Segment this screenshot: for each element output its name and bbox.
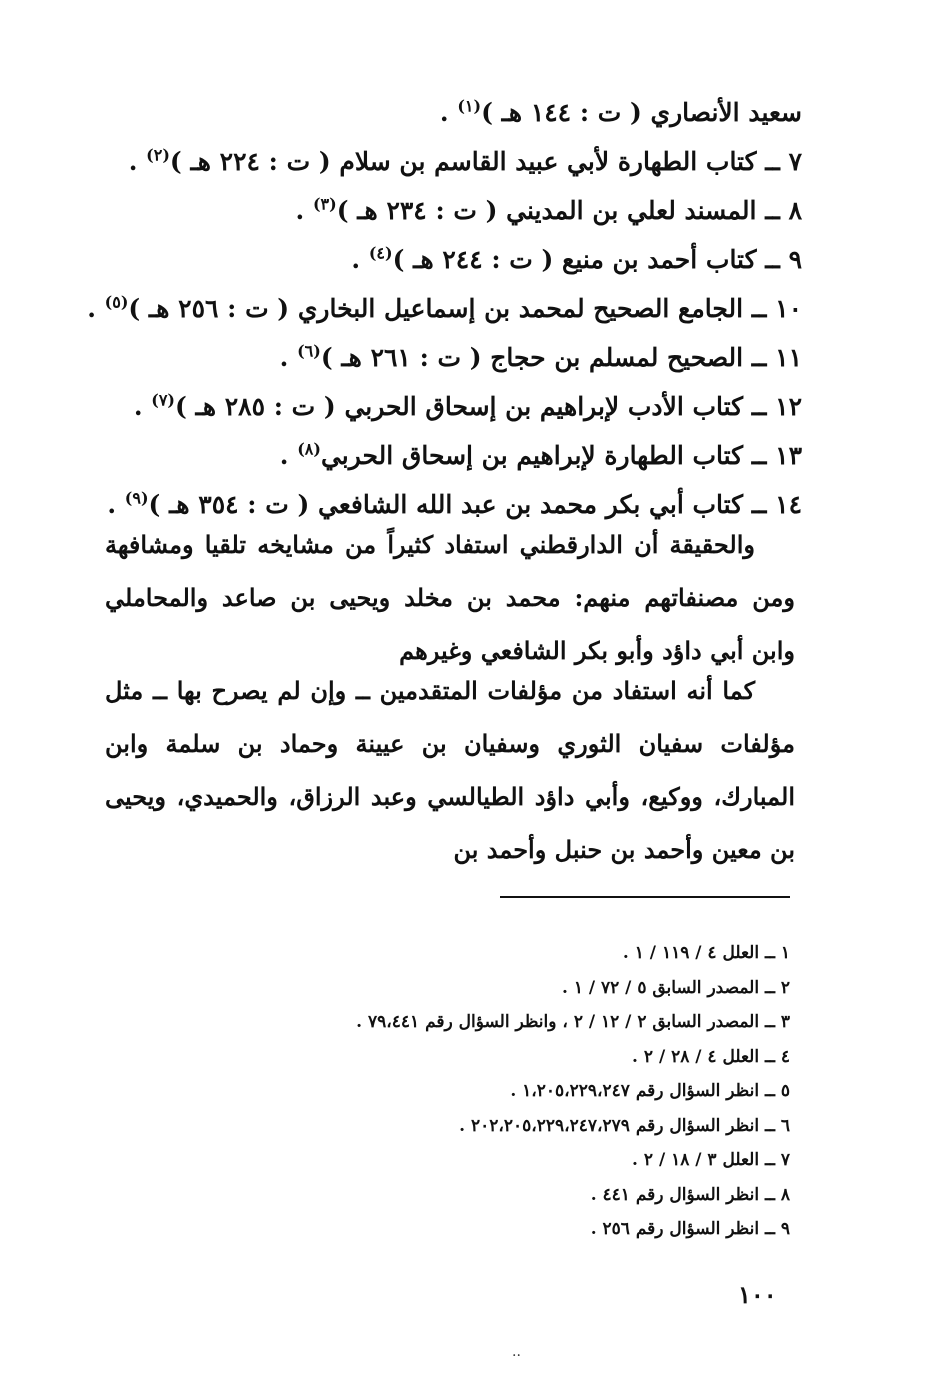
footnote: ٨ ــ انظر السؤال رقم ٤٤١ . (590, 1184, 790, 1205)
page-number: ١٠٠ (738, 1280, 777, 1309)
entry-text: ١٣ ــ كتاب الطهارة لإبراهيم بن إسحاق الحربي (320, 441, 802, 470)
entry-end: . (279, 441, 298, 470)
footnote: ٤ ــ العلل ٤ / ٢٨ / ٢ . (632, 1046, 790, 1067)
entry-text: ١٤ ــ كتاب أبي بكر محمد بن عبد الله الشافعي ( ت : ٣٥٤ هـ ) (148, 490, 802, 519)
entry-text: ١٢ ــ كتاب الأدب لإبراهيم بن إسحاق الحربي ( ت : ٢٨٥ هـ ) (174, 392, 802, 421)
body-paragraph (105, 518, 795, 677)
entry-end: . (107, 490, 125, 519)
entry-end: . (133, 392, 152, 421)
body-paragraph (105, 664, 795, 876)
paragraph-text: والحقيقة أن الدارقطني استفاد كثيراً من مشايخه تلقيا ومشافهة ومن مصنفاتهم منهم: محمد بن مخلد ويحيى بن صاعد والمحاملي وابن أبي داؤد وأبو بكر الشافعي وغيرهم (105, 530, 795, 665)
entry-end: . (351, 245, 369, 274)
footnote-ref: (٢) (146, 145, 170, 165)
footnote: ٦ ــ انظر السؤال رقم ٢٠٢،٢٠٥،٢٢٩،٢٤٧،٢٧٩ . (459, 1115, 790, 1136)
footnote: ٣ ــ المصدر السابق ٢ / ١٢ / ٢ ، وانظر السؤال رقم ٧٩،٤٤١ . (356, 1012, 790, 1032)
footnote-ref: (١) (457, 96, 482, 116)
source-entry (102, 382, 802, 431)
entry-text: ١٠ ــ الجامع الصحيح لمحمد بن إسماعيل البخاري ( ت : ٢٥٦ هـ ) (128, 294, 802, 323)
source-entry (102, 235, 802, 284)
source-entry (102, 186, 802, 235)
footnote: ٥ ــ انظر السؤال رقم ١،٢٠٥،٢٢٩،٢٤٧ . (510, 1081, 790, 1101)
source-list (87, 88, 802, 529)
entry-end: . (87, 294, 105, 323)
entry-text: ٩ ــ كتاب أحمد بن منيع ( ت : ٢٤٤ هـ ) (392, 245, 802, 274)
entry-text: ٧ ــ كتاب الطهارة لأبي عبيد القاسم بن سلام ( ت : ٢٢٤ هـ ) (169, 147, 802, 176)
footnote-ref: (٥) (104, 292, 129, 312)
footnote: ٩ ــ انظر السؤال رقم ٢٥٦ . (590, 1219, 790, 1239)
footnote: ١ ــ العلل ٤ / ١١٩ / ١ . (622, 943, 790, 963)
footnote: ٢ ــ المصدر السابق ٥ / ٧٢ / ١ . (561, 977, 790, 998)
footnote-divider (500, 896, 790, 898)
footnote-ref: (٦) (297, 341, 321, 361)
footnote: ٧ ــ العلل ٣ / ١٨ / ٢ . (632, 1150, 790, 1170)
entry-end: . (128, 147, 147, 176)
source-entry (102, 137, 802, 186)
source-entry (102, 88, 802, 137)
entry-text: ١١ ــ الصحيح لمسلم بن حجاج ( ت : ٢٦١ هـ ) (320, 343, 802, 372)
bottom-mark: .. (512, 1344, 521, 1360)
footnote-ref: (٨) (297, 439, 321, 459)
footnote-ref: (٧) (151, 390, 175, 410)
entry-end: . (439, 98, 458, 127)
source-entry (87, 284, 802, 333)
paragraph-text: كما أنه استفاد من مؤلفات المتقدمين ــ وإن لم يصرح بها ــ مثل مؤلفات سفيان الثوري وسفيان بن عيينة وحماد بن سلمة وابن المبارك، ووكيع، وأبي داؤد الطيالسي وعبد الرزاق، والحميدي، ويحيى بن معين وأحمد بن حنبل وأحمد بن (105, 676, 795, 864)
source-entry (102, 333, 802, 382)
footnote-ref: (٣) (312, 194, 337, 214)
source-entry (102, 431, 802, 480)
entry-end: . (295, 196, 313, 225)
entry-text: سعيد الأنصاري ( ت : ١٤٤ هـ ) (481, 98, 802, 127)
entry-end: . (279, 343, 298, 372)
entry-text: ٨ ــ المسند لعلي بن المديني ( ت : ٢٣٤ هـ ) (336, 196, 802, 225)
footnote-ref: (٤) (368, 243, 393, 263)
footnote-ref: (٩) (124, 488, 149, 508)
footnotes (290, 936, 790, 1247)
